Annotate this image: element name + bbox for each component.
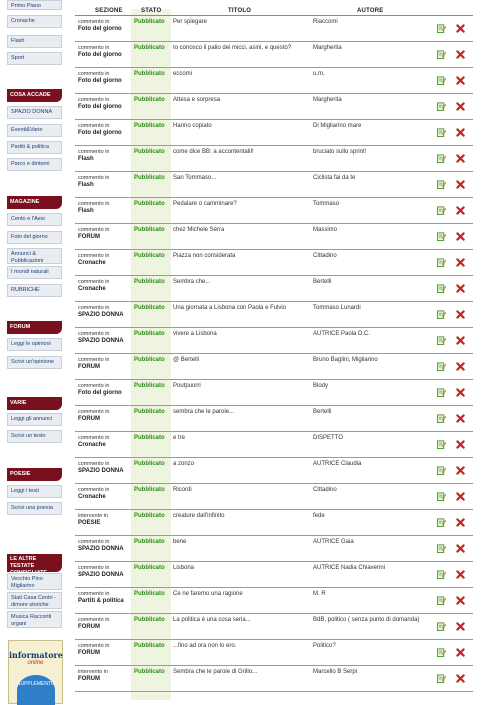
comment-author: Cittadino [313,253,337,259]
section-name[interactable]: Partiti & politica [78,598,124,604]
section-type: commento in [78,617,110,623]
sidebar-item[interactable]: Annunci & Pubblicazioni [7,248,62,264]
comment-title[interactable]: Per spiegare [173,19,208,25]
table-row [75,458,473,484]
comment-title[interactable]: Pedalare o camminare? [173,201,237,207]
edit-icon[interactable] [437,514,446,523]
comment-author: AUTRICE Paola D.C. [313,331,371,337]
section-type: commento in [78,175,110,181]
delete-icon[interactable] [456,358,465,367]
status-badge: Pubblicato [134,123,165,129]
sidebar-item[interactable]: Leggi gli annunci [7,413,62,426]
status-badge: Pubblicato [134,591,165,597]
status-badge: Pubblicato [134,643,165,649]
comment-title[interactable]: Attesa e sorpresa [173,97,221,103]
promo-banner[interactable] [8,640,63,704]
comment-author: fede [313,513,325,519]
table-row [75,198,473,224]
table-row [75,484,473,510]
table-row [75,432,473,458]
delete-icon[interactable] [456,384,465,393]
comment-author: AUTRICE Gaia [313,539,354,545]
comment-author: Margherita [313,97,342,103]
comment-author: Bruno Baglini, Migliarino [313,357,378,363]
delete-icon[interactable] [456,176,465,185]
comment-title[interactable]: Una giornata a Lisbona con Paola e Fulvio [173,305,287,311]
section-name[interactable]: Flash [78,156,94,162]
edit-icon[interactable] [437,280,446,289]
comment-author: AUTRICE Nadia Chiaverini [313,565,386,571]
section-name[interactable]: Cronache [78,286,106,292]
status-badge: Pubblicato [134,461,165,467]
delete-icon[interactable] [456,332,465,341]
status-badge: Pubblicato [134,149,165,155]
delete-icon[interactable] [456,228,465,237]
section-type: commento in [78,409,110,415]
delete-icon[interactable] [456,254,465,263]
delete-icon[interactable] [456,592,465,601]
delete-icon[interactable] [456,280,465,289]
delete-icon[interactable] [456,566,465,575]
edit-icon[interactable] [437,150,446,159]
edit-icon[interactable] [437,488,446,497]
cell-sezione [78,123,133,137]
section-name[interactable]: Foto del giorno [78,52,122,58]
comment-title[interactable]: Piazza non considerata [173,253,236,259]
table-row [75,614,473,640]
sidebar-item[interactable]: Stati Casa Centri - dimore storiche [7,592,62,609]
status-badge: Pubblicato [134,253,165,259]
section-name[interactable]: SPAZIO DONNA [78,546,124,552]
sidebar-heading: VARIE [7,397,62,410]
comment-title[interactable]: come dice BB: a accontentaliI! [173,149,254,155]
table-row [75,562,473,588]
table-row [75,276,473,302]
status-badge: Pubblicato [134,19,165,25]
section-type: commento in [78,71,110,77]
status-badge: Pubblicato [134,331,165,337]
section-name[interactable]: Cronache [78,494,106,500]
delete-icon[interactable] [456,202,465,211]
section-name[interactable]: Cronache [78,260,106,266]
section-type: commento in [78,435,110,441]
delete-icon[interactable] [456,410,465,419]
comment-title[interactable]: chez Michele Serra [173,227,225,233]
delete-icon[interactable] [456,488,465,497]
sidebar-item[interactable]: Sport [7,52,62,65]
section-type: commento in [78,279,110,285]
comment-author: AUTRICE Claudia [313,461,362,467]
section-type: commento in [78,383,110,389]
section-type: commento in [78,461,110,467]
edit-icon[interactable] [437,254,446,263]
table-row [75,94,473,120]
comment-title[interactable]: sembra che le parole... [173,409,235,415]
header-titolo: TITOLO [228,8,252,14]
section-type: commento in [78,123,110,129]
delete-icon[interactable] [456,436,465,445]
delete-icon[interactable] [456,462,465,471]
sidebar-item[interactable]: Leggi i testi [7,485,62,498]
cell-sezione [78,175,133,189]
delete-icon[interactable] [456,124,465,133]
cell-sezione [78,383,133,397]
cell-sezione [78,357,133,371]
comment-author: Tommaso [313,201,340,207]
cell-sezione [78,71,133,85]
cell-sezione [78,591,133,605]
cell-sezione [78,331,133,345]
cell-sezione [78,643,133,657]
status-badge: Pubblicato [134,565,165,571]
comment-title[interactable]: Sembra che le parole di Grillo... [173,669,258,675]
section-type: commento in [78,643,110,649]
promo-logo-sub: online [27,660,44,666]
section-type: commento in [78,539,110,545]
cell-sezione [78,617,133,631]
status-badge: Pubblicato [134,227,165,233]
comment-title[interactable]: @ Bertelli [173,357,200,363]
edit-icon[interactable] [437,124,446,133]
table-row [75,640,473,666]
delete-icon[interactable] [456,150,465,159]
edit-icon[interactable] [437,384,446,393]
cell-sezione [78,253,133,267]
comment-author: Massimo [313,227,338,233]
comment-author: M. R [313,591,326,597]
comment-author: Cittadino [313,487,337,493]
section-type: commento in [78,591,110,597]
comment-author: Di Migliarino mare [313,123,362,129]
section-name[interactable]: Foto del giorno [78,390,122,396]
table-row [75,588,473,614]
table-row [75,224,473,250]
section-type: commento in [78,331,110,337]
table-row [75,302,473,328]
section-name[interactable]: FORUM [78,234,100,240]
sidebar-item[interactable]: Musica Racconti organi [7,611,62,628]
cell-sezione [78,149,133,163]
sidebar-item[interactable]: Cento e l'Aesi [7,213,62,226]
delete-icon[interactable] [456,98,465,107]
section-type: commento in [78,253,110,259]
comment-title[interactable]: Ricordi [173,487,192,493]
cell-sezione [78,97,133,111]
status-badge: Pubblicato [134,617,165,623]
sidebar-item[interactable]: SPAZIO DONNA [7,106,62,119]
edit-icon[interactable] [437,618,446,627]
header-stato: STATO [141,8,162,14]
status-badge: Pubblicato [134,513,165,519]
section-type: commento in [78,305,110,311]
edit-icon[interactable] [437,20,446,29]
cell-sezione [78,487,133,501]
delete-icon[interactable] [456,514,465,523]
comment-author: bruciato sullo sprint! [313,149,367,155]
edit-icon[interactable] [437,98,446,107]
delete-icon[interactable] [456,306,465,315]
section-name[interactable]: SPAZIO DONNA [78,572,124,578]
status-badge: Pubblicato [134,71,165,77]
edit-icon[interactable] [437,228,446,237]
section-type: intervento in [78,513,108,519]
promo-logo: informatore [9,650,63,660]
cell-sezione [78,305,133,319]
edit-icon[interactable] [437,176,446,185]
edit-icon[interactable] [437,306,446,315]
section-name[interactable]: Flash [78,208,94,214]
sidebar-item[interactable]: Vecchio Pino Migliarino [7,573,62,590]
comment-author: Blody [313,383,329,389]
edit-icon[interactable] [437,410,446,419]
comment-author: Riaccomi [313,19,338,25]
cell-sezione [78,513,133,527]
status-badge: Pubblicato [134,435,165,441]
status-badge: Pubblicato [134,305,165,311]
delete-icon[interactable] [456,20,465,29]
table-row [75,120,473,146]
comment-title[interactable]: Poutpuorri [173,383,201,389]
edit-icon[interactable] [437,592,446,601]
comment-author: Margherita [313,45,342,51]
section-name[interactable]: POESIE [78,520,101,526]
edit-icon[interactable] [437,72,446,81]
table-row [75,328,473,354]
table-row [75,16,473,42]
sidebar-item[interactable]: I mondi naturali [7,266,62,279]
section-name[interactable]: Foto del giorno [78,78,122,84]
cell-sezione [78,19,133,33]
sidebar-item[interactable]: Leggi le opinioni [7,338,62,351]
comment-title[interactable]: San Tommaso... [173,175,217,181]
comment-author: Marcello B Serpi [313,669,358,675]
table-row [75,510,473,536]
sidebar-item[interactable]: Eventi&Varie [7,124,62,137]
edit-icon[interactable] [437,670,446,679]
section-type: commento in [78,201,110,207]
cell-sezione [78,409,133,423]
section-type: commento in [78,487,110,493]
sidebar-item[interactable]: RUBRICHE [7,284,62,297]
promo-stamp: SUPPLEMENTO [17,675,55,705]
comment-title[interactable]: vivere a Lisbona [173,331,217,337]
status-badge: Pubblicato [134,175,165,181]
sidebar-heading: LE ALTRE TESTATE [7,554,62,572]
status-badge: Pubblicato [134,201,165,207]
delete-icon[interactable] [456,644,465,653]
comment-title[interactable]: e tre [173,435,186,441]
table-row [75,250,473,276]
sidebar-heading: COSA ACCADE [7,89,62,102]
section-name[interactable]: Foto del giorno [78,104,122,110]
header-sezione: SEZIONE [95,8,123,14]
sidebar-item[interactable]: Cronache [7,15,62,28]
section-name[interactable]: Foto del giorno [78,130,122,136]
status-badge: Pubblicato [134,409,165,415]
comment-title[interactable]: Io conosco il palio dei micci, asini, e questo? [173,45,292,51]
cell-sezione [78,669,133,683]
sidebar-item[interactable]: Scrivi un testo [7,430,62,443]
comment-title[interactable]: Sembra che... [173,279,211,285]
cell-sezione [78,461,133,475]
section-name[interactable]: FORUM [78,364,100,370]
section-type: commento in [78,45,110,51]
section-type: commento in [78,357,110,363]
comment-title[interactable]: a zonzo [173,461,195,467]
sidebar [0,0,63,700]
edit-icon[interactable] [437,46,446,55]
edit-icon[interactable] [437,202,446,211]
section-type: commento in [78,227,110,233]
table-row [75,406,473,432]
edit-icon[interactable] [437,540,446,549]
edit-icon[interactable] [437,566,446,575]
status-badge: Pubblicato [134,45,165,51]
cell-sezione [78,435,133,449]
table-row [75,146,473,172]
section-name[interactable]: FORUM [78,416,100,422]
edit-icon[interactable] [437,436,446,445]
sidebar-item[interactable]: Parco e dintorni [7,158,62,171]
comment-title[interactable]: Lisbona [173,565,195,571]
cell-sezione [78,539,133,553]
status-badge: Pubblicato [134,97,165,103]
section-type: commento in [78,565,110,571]
table-row [75,536,473,562]
status-badge: Pubblicato [134,357,165,363]
status-badge: Pubblicato [134,669,165,675]
section-name[interactable]: Cronache [78,442,106,448]
delete-icon[interactable] [456,46,465,55]
delete-icon[interactable] [456,540,465,549]
section-type: intervento in [78,669,108,675]
header-autore: AUTORE [357,8,384,14]
delete-icon[interactable] [456,72,465,81]
comment-author: Tommaso Lunardi [313,305,361,311]
table-row [75,354,473,380]
sidebar-item[interactable]: Primo Piano [7,0,62,10]
comment-author: DISPETTO [313,435,343,441]
comment-author: Ciclista fai da te [313,175,356,181]
table-row [75,172,473,198]
comment-author: u.m. [313,71,325,77]
sidebar-item[interactable]: Scrivi una poesia [7,502,62,515]
section-type: commento in [78,97,110,103]
comment-author: Bertelli [313,409,332,415]
section-type: commento in [78,149,110,155]
status-badge: Pubblicato [134,383,165,389]
status-badge: Pubblicato [134,487,165,493]
comment-title[interactable]: eccomi [173,71,193,77]
section-name[interactable]: FORUM [78,676,100,682]
section-name[interactable]: SPAZIO DONNA [78,468,124,474]
edit-icon[interactable] [437,644,446,653]
table-row [75,666,473,692]
table-row [75,68,473,94]
cell-sezione [78,201,133,215]
comment-author: Politico? [313,643,336,649]
cell-sezione [78,565,133,579]
table-row [75,42,473,68]
sidebar-item[interactable]: Scrivi un'opinione [7,356,62,369]
section-type: commento in [78,19,110,25]
comment-title[interactable]: ...fino ad ora non lo ero. [173,643,237,649]
sidebar-item[interactable]: Partiti & politica [7,141,62,154]
section-name[interactable]: Foto del giorno [78,26,122,32]
edit-icon[interactable] [437,358,446,367]
delete-icon[interactable] [456,618,465,627]
sidebar-item[interactable]: Flash [7,35,62,48]
cell-sezione [78,227,133,241]
section-name[interactable]: FORUM [78,650,100,656]
section-name[interactable]: SPAZIO DONNA [78,338,124,344]
cell-sezione [78,45,133,59]
comment-title[interactable]: Hanno copiato [173,123,212,129]
edit-icon[interactable] [437,332,446,341]
sidebar-heading: FORUM [7,321,62,334]
section-name[interactable]: SPAZIO DONNA [78,312,124,318]
comment-title[interactable]: Ce ne faremo una ragione [173,591,243,597]
sidebar-item[interactable]: Foto del giorno [7,231,62,244]
table-row [75,380,473,406]
section-name[interactable]: Flash [78,182,94,188]
comment-title[interactable]: creature dall'infinito [173,513,225,519]
comment-title[interactable]: bene [173,539,187,545]
status-badge: Pubblicato [134,279,165,285]
sidebar-heading: MAGAZINE [7,196,62,209]
comment-title[interactable]: La politica è una cosa seria... [173,617,251,623]
cell-sezione [78,279,133,293]
sidebar-heading: POESIE [7,468,62,481]
comment-author: Bertelli [313,279,332,285]
edit-icon[interactable] [437,462,446,471]
delete-icon[interactable] [456,670,465,679]
status-badge: Pubblicato [134,539,165,545]
comment-author: BdB, politico ( senza punto di domanda) [313,617,420,623]
section-name[interactable]: FORUM [78,624,100,630]
